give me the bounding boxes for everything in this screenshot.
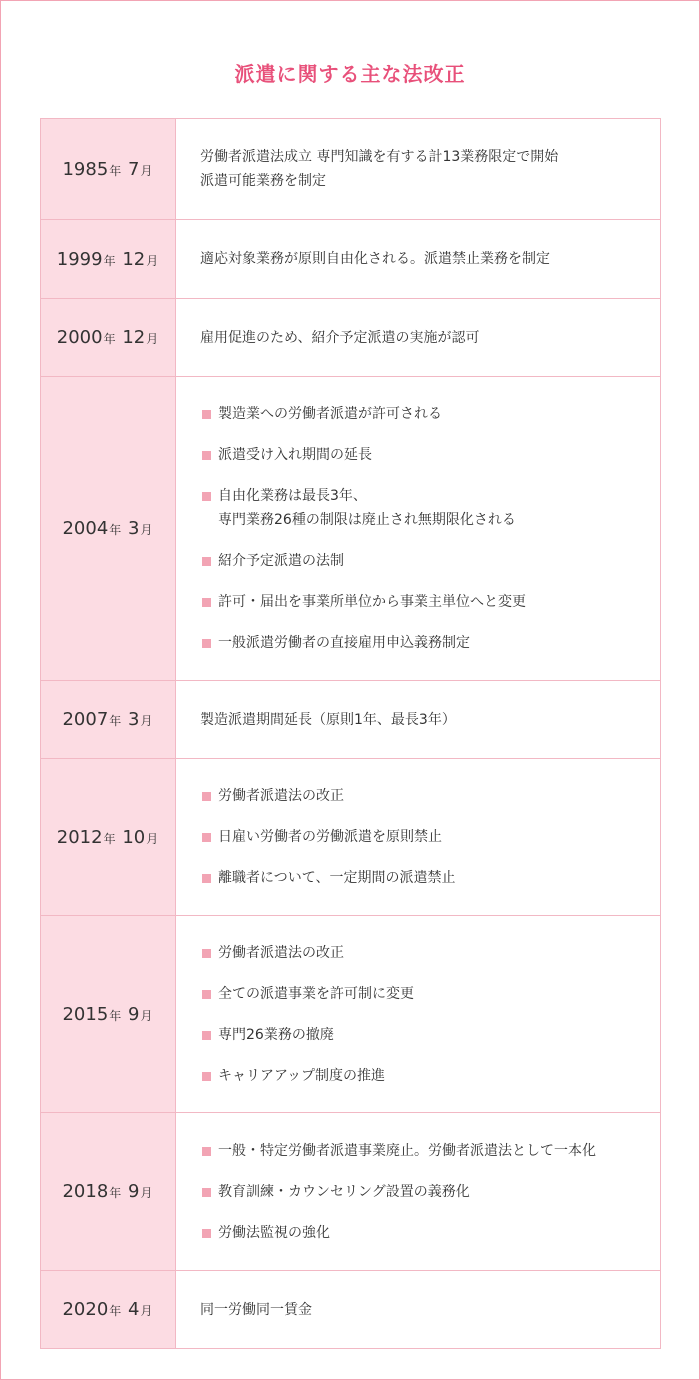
- month-unit: 月: [140, 523, 153, 537]
- date-cell: [41, 299, 176, 377]
- year: 1999: [56, 248, 103, 270]
- month-unit: 月: [146, 831, 159, 846]
- date-cell: [41, 1113, 176, 1271]
- list-item-text: 離職者について、一定期間の派遣禁止: [218, 870, 456, 886]
- bullet-list: [200, 1139, 652, 1245]
- content-cell: [176, 377, 661, 681]
- content-cell: [176, 119, 661, 220]
- table-row: [41, 1271, 661, 1349]
- table-row: [41, 220, 661, 299]
- table-row: [41, 759, 661, 916]
- list-item-text: 労働者派遣法の改正: [218, 944, 344, 961]
- date-cell: [41, 1271, 176, 1349]
- year-unit: 年: [109, 523, 122, 537]
- year: 2015: [62, 1003, 109, 1025]
- law-revision-table: [40, 118, 661, 1349]
- month-unit: 月: [146, 253, 159, 268]
- month: 10: [122, 826, 146, 848]
- year: 2018: [62, 1181, 109, 1202]
- content-line: 派遣可能業務を制定: [200, 173, 326, 189]
- list-item-text: 全ての派遣事業を許可制に変更: [218, 985, 414, 1002]
- year: 2012: [56, 826, 103, 848]
- content-cell: [176, 1271, 661, 1349]
- list-item: [200, 631, 652, 655]
- content-cell: [176, 759, 661, 916]
- month: 9: [128, 1003, 140, 1025]
- date-cell: [41, 759, 176, 916]
- year-unit: 年: [109, 163, 122, 178]
- year: 2020: [62, 1299, 109, 1320]
- content-cell: [176, 916, 661, 1113]
- content-cell: [176, 220, 661, 299]
- date-cell: [41, 119, 176, 220]
- list-item-subtext: 専門業務26種の制限は廃止され無期限化される: [218, 512, 516, 528]
- month: 4: [128, 1299, 140, 1320]
- list-item-text: 一般派遣労働者の直接雇用申込義務制定: [218, 635, 470, 651]
- month: 3: [128, 518, 140, 539]
- list-item-text: 許可・届出を事業所単位から事業主単位へと変更: [218, 594, 526, 610]
- page-title: 派遣に関する主な法改正: [234, 62, 466, 87]
- table-row: [41, 119, 661, 220]
- content-cell: [176, 681, 661, 759]
- list-item: [200, 549, 652, 573]
- year: 2000: [56, 327, 103, 348]
- bullet-list: [200, 402, 652, 655]
- list-item-text: 日雇い労働者の労働派遣を原則禁止: [218, 829, 442, 845]
- month-unit: 月: [140, 714, 153, 728]
- content-line: 雇用促進のため、紹介予定派遣の実施が認可: [200, 329, 480, 346]
- list-item: [200, 1064, 652, 1088]
- list-item-text: 労働者派遣法の改正: [218, 788, 344, 804]
- year-unit: 年: [109, 1008, 122, 1023]
- table-row: [41, 1113, 661, 1271]
- list-item-text: 労働法監視の強化: [218, 1224, 330, 1241]
- list-item: [200, 1139, 652, 1163]
- year-unit: 年: [109, 1186, 122, 1200]
- month: 12: [122, 248, 146, 270]
- list-item: [200, 825, 652, 849]
- list-item-text: 紹介予定派遣の法制: [218, 553, 344, 569]
- list-item-text: 教育訓練・カウンセリング設置の義務化: [218, 1183, 470, 1200]
- list-item: [200, 1180, 652, 1204]
- list-item-text: 自由化業務は最長3年、: [218, 488, 367, 504]
- list-item: [200, 484, 652, 532]
- year-unit: 年: [109, 1304, 122, 1318]
- month: 7: [128, 158, 140, 180]
- content-line: 製造派遣期間延長（原則1年、最長3年）: [200, 711, 456, 728]
- date-cell: [41, 681, 176, 759]
- date-cell: [41, 377, 176, 681]
- month: 3: [128, 709, 140, 730]
- table-row: [41, 681, 661, 759]
- month: 12: [122, 327, 146, 348]
- year: 1985: [62, 158, 109, 180]
- bullet-list: [200, 784, 652, 890]
- list-item-text: 派遣受け入れ期間の延長: [218, 447, 372, 463]
- list-item-text: 一般・特定労働者派遣事業廃止。労働者派遣法として一本化: [218, 1142, 596, 1159]
- month-unit: 月: [140, 1304, 153, 1318]
- date-cell: [41, 916, 176, 1113]
- year-unit: 年: [109, 714, 122, 728]
- content-line: 労働者派遣法成立 専門知識を有する計13業務限定で開始: [200, 149, 559, 165]
- list-item: [200, 784, 652, 808]
- list-item: [200, 443, 652, 467]
- table-row: [41, 299, 661, 377]
- list-item: [200, 941, 652, 965]
- month-unit: 月: [140, 1008, 153, 1023]
- content-line: 同一労働同一賃金: [200, 1301, 312, 1318]
- year: 2004: [62, 518, 109, 539]
- list-item: [200, 402, 652, 426]
- table-row: [41, 377, 661, 681]
- month-unit: 月: [140, 1186, 153, 1200]
- list-item: [200, 1023, 652, 1047]
- content-cell: [176, 299, 661, 377]
- table-row: [41, 916, 661, 1113]
- list-item: [200, 866, 652, 890]
- content-cell: [176, 1113, 661, 1271]
- list-item: [200, 982, 652, 1006]
- year-unit: 年: [103, 253, 116, 268]
- list-item-text: 専門26業務の撤廃: [218, 1026, 334, 1043]
- list-item-text: キャリアアップ制度の推進: [218, 1067, 386, 1084]
- year: 2007: [62, 709, 109, 730]
- date-cell: [41, 220, 176, 299]
- content-line: 適応対象業務が原則自由化される。派遣禁止業務を制定: [200, 251, 550, 267]
- list-item-text: 製造業への労働者派遣が許可される: [218, 406, 442, 422]
- month-unit: 月: [146, 332, 159, 346]
- year-unit: 年: [103, 831, 116, 846]
- month-unit: 月: [140, 163, 153, 178]
- bullet-list: [200, 941, 652, 1088]
- year-unit: 年: [103, 332, 116, 346]
- list-item: [200, 1221, 652, 1245]
- list-item: [200, 590, 652, 614]
- month: 9: [128, 1181, 140, 1202]
